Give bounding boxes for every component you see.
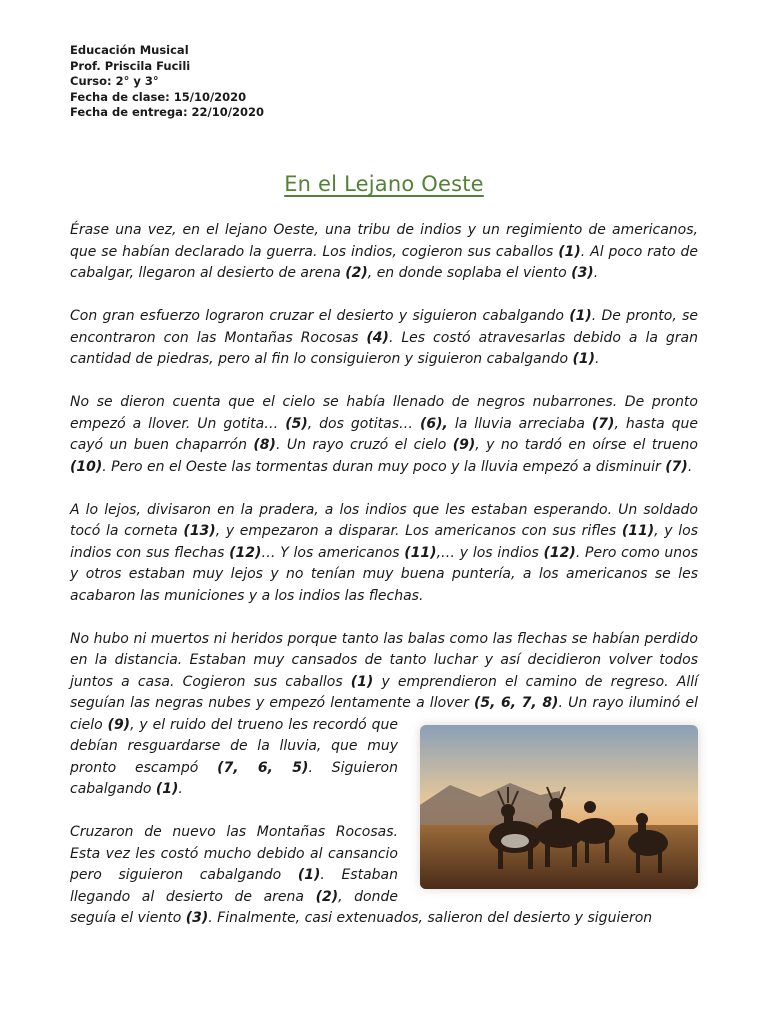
text-run: . (595, 351, 600, 367)
text-run: Con gran esfuerzo lograron cruzar el desierto y siguieron cabalgando (70, 308, 570, 324)
sound-marker: (1) (558, 243, 581, 260)
sound-marker: (9) (452, 437, 476, 453)
story-body (70, 220, 698, 951)
sound-marker: (11) (621, 523, 655, 539)
sound-marker: (5) (285, 415, 308, 432)
text-run: el ruido del trueno les recordó que debían resguardarse de la lluvia, que muy pronto escampó (70, 716, 398, 776)
sound-marker: (12) (229, 544, 262, 561)
text-run: . Finalmente, casi extenuados, salieron del desierto y siguieron (208, 910, 653, 926)
sound-marker: (8) (253, 437, 276, 453)
text-run: . Al poco rato de cabalgar, llegaron al desierto de arena (70, 243, 699, 281)
sound-marker: (2) (345, 265, 368, 281)
text-run: Cruzaron de nuevo las Montañas Rocosas. Esta vez les costó mucho debido al cansancio pero siguieron cabalgando (70, 824, 398, 883)
class-date-line: Fecha de clase: 15/10/2020 (70, 89, 247, 104)
text-run: . Estaban llegando al desierto de arena (70, 867, 398, 905)
paragraph-1 (70, 220, 698, 285)
text-run: . Un rayo cruzó el cielo (275, 437, 453, 453)
sound-marker: (1) (155, 781, 179, 797)
title-text: En el Lejano Oeste (284, 172, 484, 196)
subject-line: Educación Musical (70, 43, 189, 57)
text-run: , y los indios con sus flechas (70, 523, 698, 561)
sound-marker: (1) (572, 351, 596, 367)
text-run: , y empezaron a disparar. Los americanos con sus rifles (215, 523, 622, 539)
text-run: la lluvia arreciaba (447, 415, 592, 432)
text-run: . (687, 458, 693, 475)
illustration-riders-image (420, 725, 698, 889)
text-run: y emprendieron el camino de regreso. Allí seguían las negras nubes y empezó lentamente a llover (70, 673, 698, 711)
text-run: A lo lejos, divisaron en la pradera, a los indios que les estaban esperando. Un soldado tocó la corneta (70, 501, 698, 539)
text-run: . De pronto, se encontraron con las Montañas Rocosas (70, 308, 699, 346)
sound-marker: (7, 6, 5) (217, 759, 309, 776)
sound-marker: (10) (70, 458, 103, 475)
paragraph-5 (70, 629, 698, 801)
due-date-line: Fecha de entrega: 22/10/2020 (70, 105, 264, 119)
text-run: . Un rayo iluminó el cielo (70, 695, 698, 733)
text-run: , hasta que cayó un buen chaparrón (70, 415, 698, 453)
page-title (0, 172, 768, 196)
sound-marker: (2) (315, 888, 339, 905)
text-run: . Siguieron cabalgando (70, 759, 398, 797)
course-line: Curso: 2° y 3° (70, 74, 159, 88)
text-run: . Les costó atravesarlas debido a la gran cantidad de piedras, pero al fin lo consiguieron y siguieron cabalgando (70, 329, 698, 367)
sound-marker: (12) (543, 544, 576, 561)
text-run: ,… y los indios (436, 544, 544, 561)
sound-marker: (6), (420, 415, 448, 432)
sound-marker: (3) (571, 265, 594, 281)
text-run: , y (130, 716, 153, 733)
text-run: . (593, 265, 599, 281)
text-run: , donde seguía el viento (70, 888, 398, 926)
text-run: No hubo ni muertos ni heridos porque tanto las balas como las flechas se habían perdido en la distancia. Estaban muy cansados de tanto luchar y así decidieron volver todos juntos a casa. Cogieron sus caballos (70, 630, 698, 690)
sound-marker: (3) (185, 910, 209, 926)
sound-marker: (1) (297, 867, 321, 883)
sound-marker: (5, 6, 7, 8) (473, 695, 559, 711)
sound-marker: (9) (107, 716, 131, 733)
text-run: , y no tardó en oírse el trueno (475, 437, 698, 453)
text-run: . (178, 781, 183, 797)
paragraph-4 (70, 500, 698, 608)
sound-marker: (4) (366, 329, 389, 346)
text-run: Érase una vez, en el lejano Oeste, una tribu de indios y un regimiento de americanos, que se habían declarado la guerra. Los indios, cogieron sus caballos (70, 222, 698, 260)
sound-marker: (11) (404, 544, 437, 561)
paragraph-2 (70, 306, 698, 371)
sound-marker: (13) (183, 523, 216, 539)
text-run: . Pero como unos y otros estaban muy lejos y no tenían muy buena puntería, a los americanos se les acabaron las municiones y a los indios las flechas. (70, 544, 699, 604)
sound-marker: (7) (591, 415, 615, 432)
sound-marker: (1) (569, 308, 592, 324)
paragraph-3 (70, 392, 698, 478)
text-run: . Pero en el Oeste las tormentas duran muy poco y la lluvia empezó a disminuir (102, 458, 666, 475)
text-run: , en donde soplaba el viento (367, 265, 572, 281)
text-run: , dos gotitas… (307, 415, 421, 432)
text-run: … Y los americanos (261, 544, 405, 561)
sound-marker: (7) (665, 458, 688, 475)
sound-marker: (1) (350, 673, 374, 690)
header-info (70, 43, 264, 121)
text-run: No se dieron cuenta que el cielo se había llenado de negros nubarrones. De pronto empezó a llover. Un gotita… (70, 394, 698, 432)
teacher-line: Prof. Priscila Fucili (70, 58, 191, 73)
